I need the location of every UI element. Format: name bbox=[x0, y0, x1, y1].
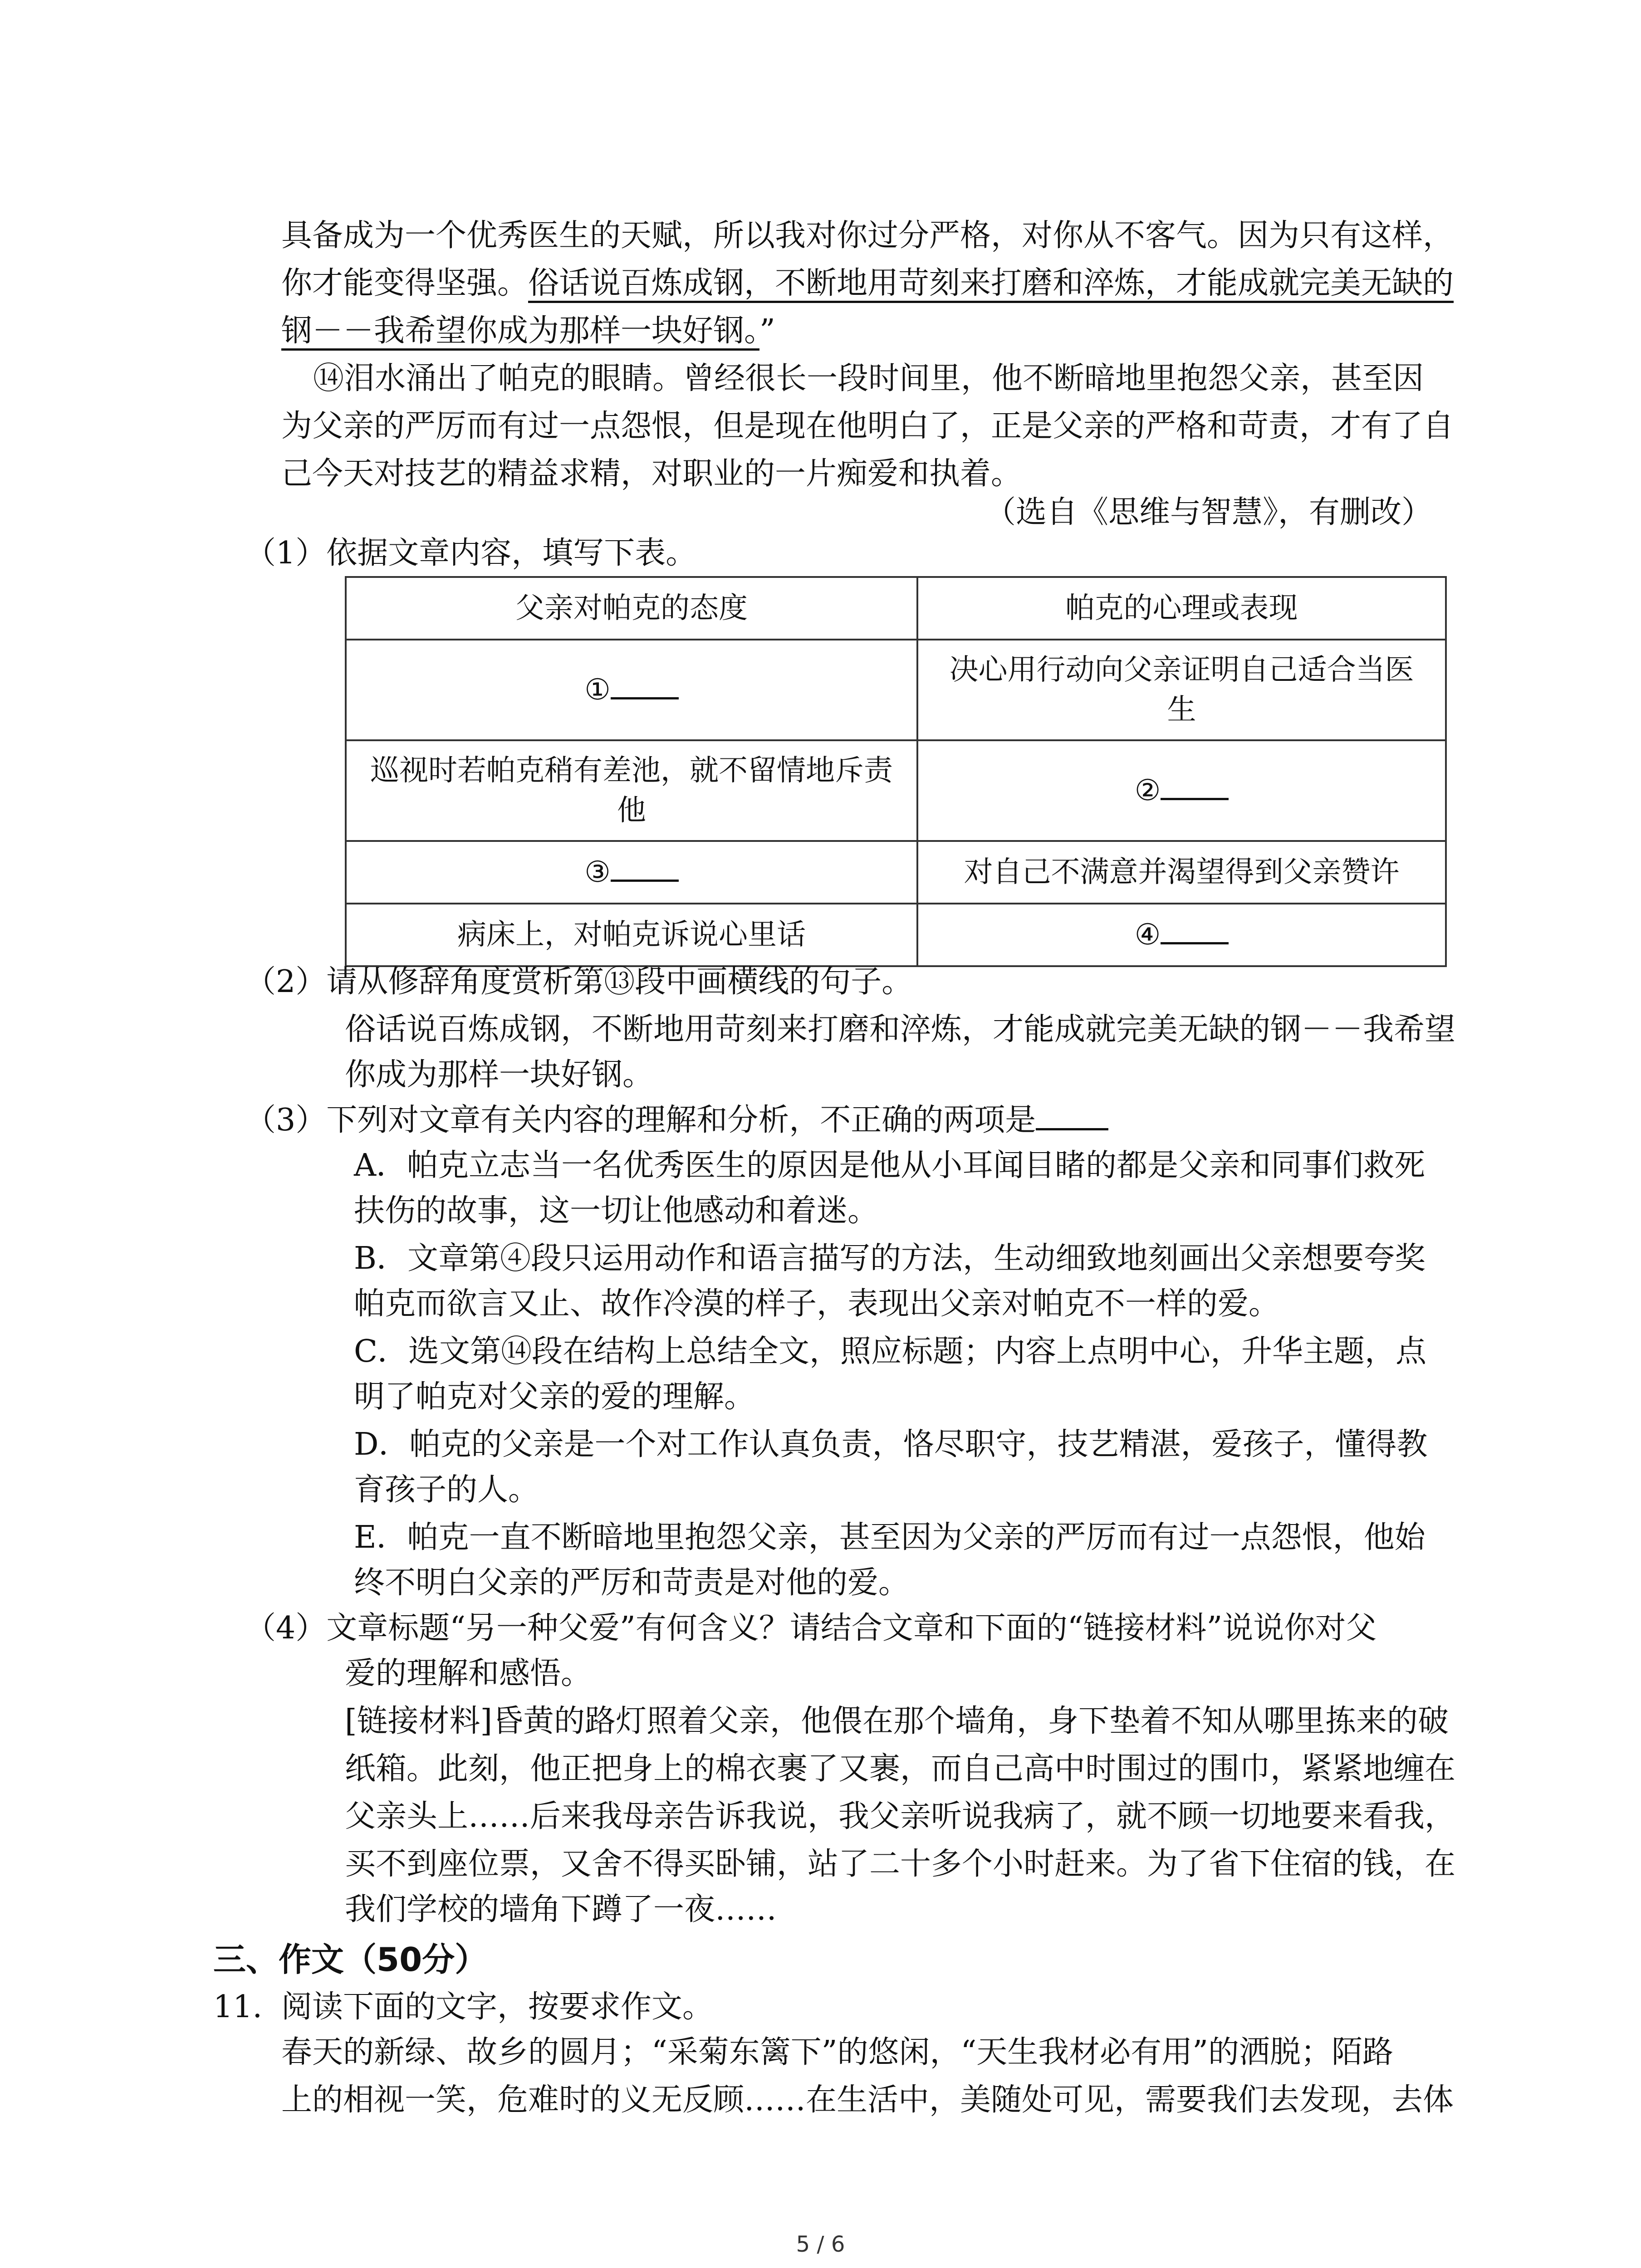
text-span: （1）依据文章内容，填写下表。 bbox=[245, 535, 697, 571]
question-4-prompt-cont bbox=[345, 1651, 592, 1696]
text-span: 上的相视一笑，危难时的义无反顾……在生活中，美随处可见，需要我们去发现，去体 bbox=[281, 2082, 1454, 2118]
table-row bbox=[346, 640, 1446, 740]
table-row bbox=[346, 904, 1446, 966]
text-span: 春天的新绿、故乡的圆月；“采菊东篱下”的悠闲，“天生我材必有用”的洒脱；陌路 bbox=[281, 2034, 1394, 2070]
text-span: 爱的理解和感悟。 bbox=[345, 1656, 592, 1691]
table-cell[interactable] bbox=[346, 841, 917, 904]
text-span: C．选文第⑭段在结构上总结全文，照应标题；内容上点明中心，升华主题，点 bbox=[354, 1334, 1427, 1369]
passage-line bbox=[281, 308, 775, 354]
text-span: 终不明白父亲的严厉和苛责是对他的爱。 bbox=[354, 1565, 910, 1601]
table-cell: 决心用行动向父亲证明自己适合当医生 bbox=[917, 640, 1446, 740]
essay-prompt-line bbox=[281, 2077, 1454, 2123]
text-span: E．帕克一直不断暗地里抱怨父亲，甚至因为父亲的严厉而有过一点怨恨，他始 bbox=[354, 1520, 1425, 1555]
table-cell[interactable] bbox=[917, 904, 1446, 966]
quoted-sentence bbox=[345, 1052, 653, 1098]
answer-blank[interactable] bbox=[1161, 938, 1229, 944]
link-material-line bbox=[345, 1887, 777, 1932]
option-a-cont bbox=[354, 1188, 878, 1234]
table-cell[interactable] bbox=[917, 740, 1446, 841]
text-span: 父亲头上……后来我母亲告诉我说，我父亲听说我病了，就不顾一切地要来看我， bbox=[345, 1799, 1456, 1834]
table-cell: 巡视时若帕克稍有差池，就不留情地斥责他 bbox=[346, 740, 917, 841]
blank-number: ③ bbox=[584, 855, 611, 889]
option-e-cont bbox=[354, 1560, 909, 1606]
text-span: 扶伤的故事，这一切让他感动和着迷。 bbox=[354, 1193, 879, 1229]
passage-line bbox=[281, 213, 1454, 259]
source-citation bbox=[985, 490, 1432, 535]
link-material-line bbox=[345, 1746, 1455, 1792]
passage-line bbox=[281, 261, 1454, 306]
passage-line bbox=[313, 356, 1424, 401]
text-span: 阅读下面的文字，按要求作文。 bbox=[281, 1989, 714, 2025]
quoted-sentence bbox=[345, 1007, 1455, 1052]
text-span: 我们学校的墙角下蹲了一夜…… bbox=[345, 1892, 777, 1927]
answer-blank[interactable] bbox=[1036, 1124, 1108, 1130]
underlined-sentence: 俗话说百炼成钢，不断地用苛刻来打磨和淬炼，才能成就完美无缺的 bbox=[528, 265, 1454, 301]
option-c-cont bbox=[354, 1374, 755, 1420]
blank-number: ④ bbox=[1134, 918, 1161, 952]
link-material-line bbox=[345, 1794, 1455, 1839]
text-span: 己今天对技艺的精益求精，对职业的一片痴爱和执着。 bbox=[281, 456, 1022, 492]
text-span: [链接材料]昏黄的路灯照着父亲，他偎在那个墙角，身下垫着不知从哪里拣来的破 bbox=[345, 1703, 1449, 1739]
text-span: D．帕克的父亲是一个对工作认真负责，恪尽职守，技艺精湛，爱孩子，懂得教 bbox=[354, 1427, 1428, 1462]
table-header-row bbox=[346, 577, 1446, 640]
text-span: ⑭泪水涌出了帕克的眼睛。曾经很长一段时间里，他不断暗地里抱怨父亲，甚至因 bbox=[313, 361, 1424, 396]
page-number: 5 / 6 bbox=[796, 2232, 845, 2257]
text-span: B．文章第④段只运用动作和语言描写的方法，生动细致地刻画出父亲想要夸奖 bbox=[354, 1241, 1425, 1276]
option-e[interactable] bbox=[354, 1515, 1425, 1560]
table-row bbox=[346, 841, 1446, 904]
option-d[interactable] bbox=[354, 1422, 1428, 1467]
text-span: （选自《思维与智慧》，有删改） bbox=[985, 494, 1432, 530]
question-1-prompt bbox=[245, 531, 696, 576]
text-span: A．帕克立志当一名优秀医生的原因是他从小耳闻目睹的都是父亲和同事们救死 bbox=[354, 1148, 1425, 1183]
text-span: （3）下列对文章有关内容的理解和分析，不正确的两项是 bbox=[245, 1102, 1036, 1138]
table-header-cell: 父亲对帕克的态度 bbox=[346, 577, 917, 640]
text-span: 你成为那样一块好钢。 bbox=[345, 1057, 654, 1093]
text-span: （4）文章标题“另一种父爱”有何含义？请结合文章和下面的“链接材料”说说你对父 bbox=[245, 1610, 1377, 1646]
link-material-line bbox=[345, 1699, 1449, 1744]
text-span: （2）请从修辞角度赏析第⑬段中画横线的句子。 bbox=[245, 964, 913, 1000]
text-span: 帕克而欲言又止、故作冷漠的样子，表现出父亲对帕克不一样的爱。 bbox=[354, 1286, 1280, 1322]
underlined-sentence: 钢－－我希望你成为那样一块好钢。 bbox=[281, 313, 760, 349]
answer-blank[interactable] bbox=[1161, 793, 1229, 800]
text-span: 买不到座位票，又舍不得买卧铺，站了二十多个小时赶来。为了省下住宿的钱，在 bbox=[345, 1846, 1456, 1882]
text-span: 具备成为一个优秀医生的天赋，所以我对你过分严格，对你从不客气。因为只有这样， bbox=[281, 218, 1454, 254]
passage-line bbox=[281, 404, 1454, 449]
option-b[interactable] bbox=[354, 1236, 1425, 1281]
table-header-cell: 帕克的心理或表现 bbox=[917, 577, 1446, 640]
text-span: 育孩子的人。 bbox=[354, 1472, 539, 1508]
link-material-line bbox=[345, 1842, 1455, 1887]
table-cell[interactable] bbox=[346, 640, 917, 740]
text-span: 俗话说百炼成钢，不断地用苛刻来打磨和淬炼，才能成就完美无缺的钢－－我希望 bbox=[345, 1012, 1456, 1047]
text-span: 纸箱。此刻，他正把身上的棉衣裹了又裹，而自己高中时围过的围巾，紧紧地缠在 bbox=[345, 1751, 1456, 1787]
question-3-prompt bbox=[245, 1098, 1108, 1143]
table-row bbox=[346, 740, 1446, 841]
passage-line bbox=[281, 451, 1022, 497]
text-span: 明了帕克对父亲的爱的理解。 bbox=[354, 1379, 755, 1415]
question-2-prompt bbox=[245, 959, 912, 1005]
option-c[interactable] bbox=[354, 1329, 1426, 1374]
option-a[interactable] bbox=[354, 1143, 1425, 1188]
section-heading: 三、作文（50分） bbox=[213, 1941, 488, 1979]
table-cell: 病床上，对帕克诉说心里话 bbox=[346, 904, 917, 966]
blank-number: ② bbox=[1134, 774, 1161, 807]
answer-table bbox=[345, 576, 1447, 967]
essay-prompt-line bbox=[281, 2030, 1393, 2075]
text-span: 你才能变得坚强。 bbox=[281, 265, 529, 301]
text-span: 为父亲的严厉而有过一点怨恨，但是现在他明白了，正是父亲的严格和苛责，才有了自 bbox=[281, 408, 1454, 444]
text-span: ” bbox=[759, 313, 775, 349]
answer-blank[interactable] bbox=[611, 875, 679, 882]
question-number: 11. bbox=[213, 1989, 263, 2025]
option-d-cont bbox=[354, 1467, 539, 1513]
answer-blank[interactable] bbox=[611, 693, 679, 699]
blank-number: ① bbox=[584, 673, 611, 707]
option-b-cont bbox=[354, 1281, 1279, 1327]
question-11-prompt bbox=[281, 1984, 713, 2030]
question-4-prompt bbox=[245, 1606, 1376, 1651]
table-cell: 对自己不满意并渴望得到父亲赞许 bbox=[917, 841, 1446, 904]
